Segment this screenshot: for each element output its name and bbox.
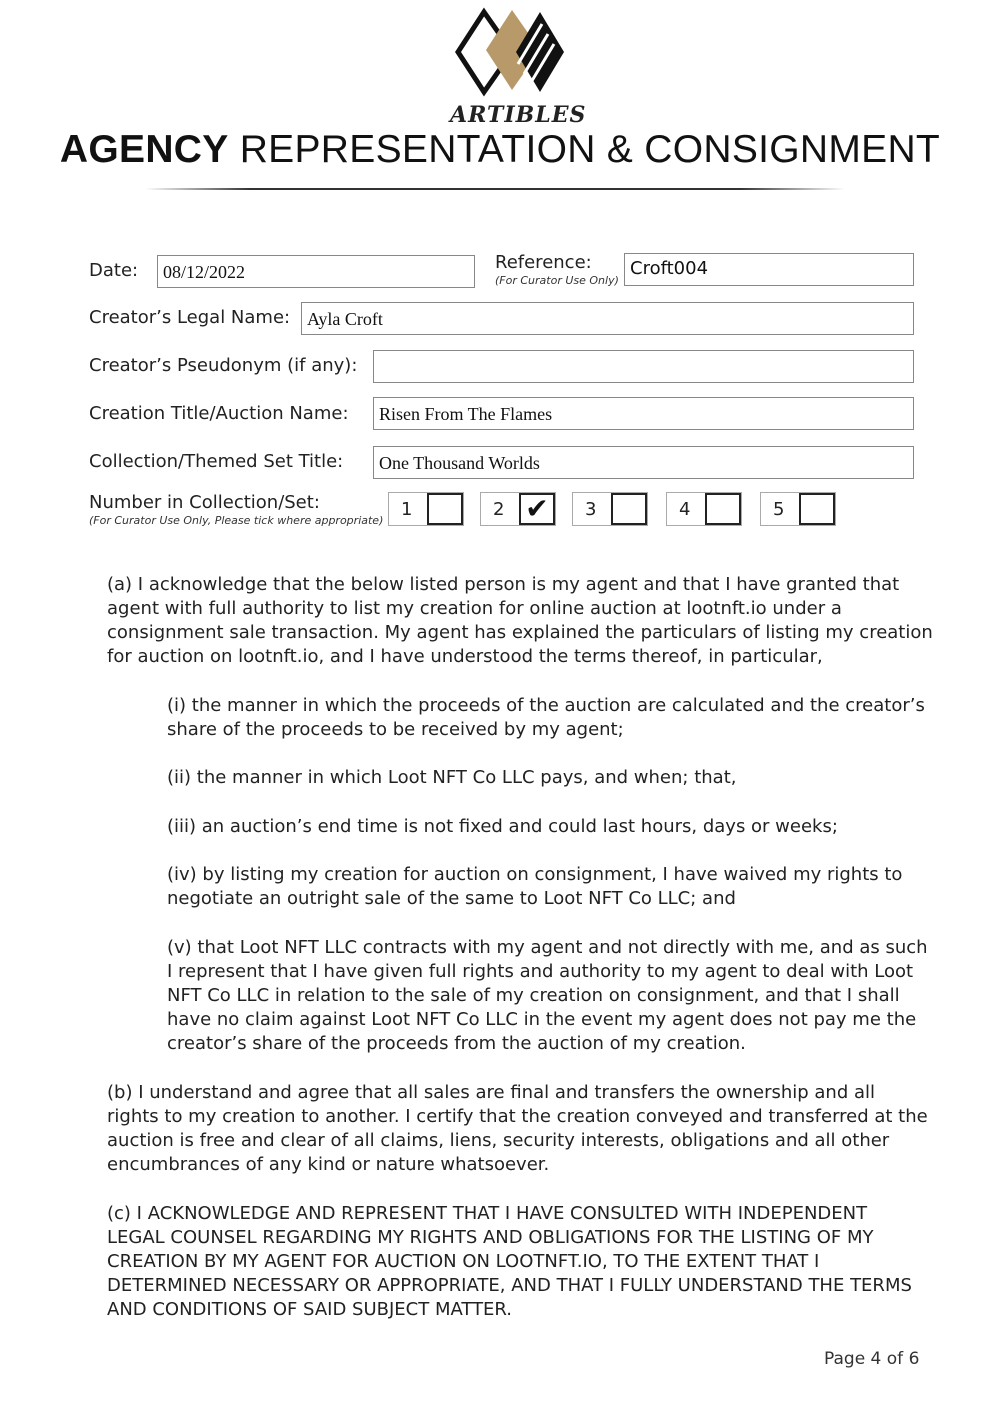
reference-field[interactable]: Croft004 — [624, 253, 914, 286]
set-number-label: 4 — [679, 499, 691, 520]
date-field[interactable]: 08/12/2022 — [157, 255, 475, 288]
collection-field[interactable]: One Thousand Worlds — [373, 446, 914, 479]
creation-title-field[interactable]: Risen From The Flames — [373, 397, 914, 430]
set-number-label: 5 — [773, 499, 785, 520]
set-number-checkbox[interactable] — [799, 493, 835, 525]
document-title — [0, 128, 1000, 172]
collection-label: Collection/Themed Set Title: — [89, 451, 344, 472]
set-number-checkbox[interactable] — [427, 493, 463, 525]
set-number-option-2[interactable] — [480, 492, 556, 526]
set-number-label: 3 — [585, 499, 597, 520]
number-note: (For Curator Use Only, Please tick where appropriate) — [89, 514, 384, 527]
artibles-logo — [450, 4, 587, 134]
reference-label: Reference: — [495, 252, 592, 273]
legal-name-label: Creator’s Legal Name: — [89, 307, 291, 328]
logo-wordmark: ARTIBLES — [450, 102, 587, 128]
creation-title-label: Creation Title/Auction Name: — [89, 403, 349, 424]
legal-name-field[interactable]: Ayla Croft — [301, 302, 914, 335]
title-bold: AGENCY — [59, 128, 229, 171]
clause-ii: (ii) the manner in which Loot NFT Co LLC pays, and when; that, — [167, 767, 737, 788]
set-number-option-1[interactable] — [388, 492, 464, 526]
set-number-option-4[interactable] — [666, 492, 742, 526]
set-number-option-5[interactable] — [760, 492, 836, 526]
set-number-checkbox[interactable] — [705, 493, 741, 525]
date-label: Date: — [89, 260, 139, 281]
clause-c: (c) I ACKNOWLEDGE AND REPRESENT THAT I HAVE CONSULTED WITH INDEPENDENT LEGAL COUNSEL REGARDING MY RIGHTS AND OBLIGATIONS FOR THE LISTING OF MY CREATION BY MY AGENT FOR AUCTION ON LOOTNFT.IO, TO THE EXTENT THAT I DETERMINED NECESSARY OR APPROPRIATE, AND THAT I FULLY UNDERSTAND THE TERMS AND CONDITIONS OF SAID SUBJECT MATTER. — [107, 1203, 912, 1320]
set-number-option-3[interactable] — [572, 492, 648, 526]
title-rest: REPRESENTATION & CONSIGNMENT — [228, 128, 941, 171]
number-label: Number in Collection/Set: — [89, 492, 320, 513]
clause-v: (v) that Loot NFT LLC contracts with my agent and not directly with me, and as such I represent that I have given full rights and authority to my agent to deal with Loot NFT Co LLC in relation to the sale of my creation on consignment, and that I shall have no claim against Loot NFT Co LLC in the event my agent does not pay me the creator’s share of the proceeds from the auction of my creation. — [167, 937, 928, 1054]
clause-i: (i) the manner in which the proceeds of the auction are calculated and the creator’s share of the proceeds to be received by my agent; — [167, 695, 925, 740]
reference-note: (For Curator Use Only) — [495, 274, 619, 287]
set-number-label: 2 — [493, 499, 505, 520]
pseudonym-label: Creator’s Pseudonym (if any): — [89, 355, 358, 376]
page-number: Page 4 of 6 — [824, 1349, 920, 1369]
set-number-checkbox[interactable] — [611, 493, 647, 525]
title-divider — [145, 188, 845, 190]
clause-b: (b) I understand and agree that all sales are final and transfers the ownership and all rights to my creation to another. I certify that the creation conveyed and transferred at the auction is free and clear of all claims, liens, security interests, obligations and all other encumbrances of any kind or nature whatsoever. — [107, 1082, 928, 1175]
clause-iv: (iv) by listing my creation for auction on consignment, I have waived my rights to negotiate an outright sale of the same to Loot NFT Co LLC; and — [167, 864, 903, 909]
clause-iii: (iii) an auction’s end time is not fixed and could last hours, days or weeks; — [167, 816, 838, 837]
set-number-label: 1 — [401, 499, 413, 520]
diamond-logo-icon — [450, 4, 575, 104]
pseudonym-field[interactable] — [373, 350, 914, 383]
clause-a: (a) I acknowledge that the below listed person is my agent and that I have granted that agent with full authority to list my creation for online auction at lootnft.io under a consignment sale transaction. My agent has explained the particulars of listing my creation for auction on lootnft.io, and I have understood the terms thereof, in particular, — [107, 574, 933, 667]
set-number-checkbox[interactable]: ✔ — [519, 493, 555, 525]
